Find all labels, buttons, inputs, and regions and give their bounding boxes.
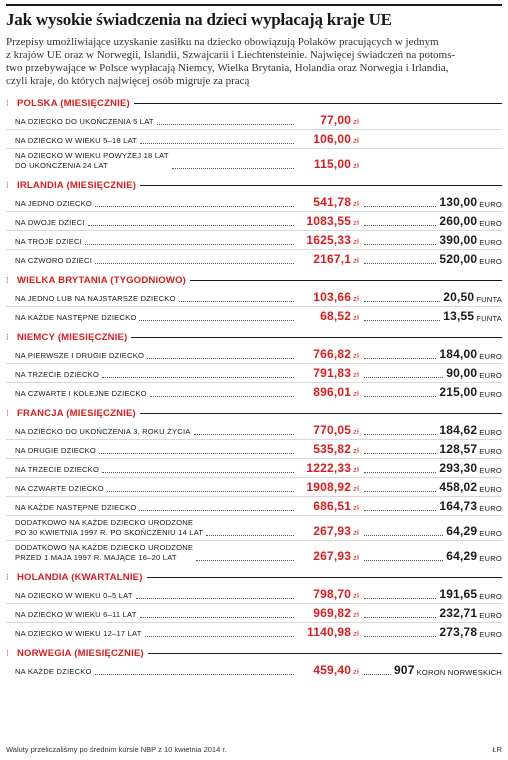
- pln-value: 106,00: [313, 132, 352, 146]
- row-label: [15, 389, 297, 399]
- row-label-text: NA CZWARTE I KOLEJNE DZIECKO: [15, 389, 147, 398]
- benefit-row: [6, 385, 502, 401]
- foreign-amount: [359, 549, 502, 563]
- dot-leader: [364, 674, 391, 675]
- dot-leader: [364, 535, 443, 536]
- dot-leader: [364, 263, 436, 264]
- benefit-row: [6, 625, 502, 641]
- pln-value: 1908,92: [306, 480, 352, 494]
- row-label-text: NA JEDNO LUB NA NAJSTARSZE DZIECKO: [15, 294, 176, 303]
- row-label-text: NA DZIECKO W WIEKU 6–11 LAT: [15, 610, 137, 619]
- dot-leader: [364, 396, 436, 397]
- foreign-amount: [359, 587, 502, 601]
- foreign-value: 273,78: [439, 625, 478, 639]
- dot-leader: [364, 358, 436, 359]
- row-label: [15, 199, 297, 209]
- dot-leader: [364, 377, 443, 378]
- intro-line: two przebywające w Polsce wypłacają Niemcy, Wielka Brytania, Holandia oraz Norwegia i Irlandia,: [6, 62, 449, 74]
- footer-note: Waluty przeliczaliśmy po średnim kursie NBP z 10 kwietnia 2014 r.: [6, 745, 227, 754]
- foreign-value: 293,30: [439, 461, 478, 475]
- bullet-icon: ⁝: [6, 647, 9, 658]
- foreign-amount: [359, 461, 502, 475]
- row-label: [15, 543, 297, 563]
- pln-value: 267,93: [313, 549, 352, 563]
- pln-currency: zł: [353, 591, 359, 600]
- section-title: POLSKA (MIESIĘCZNIE): [17, 97, 130, 109]
- dot-leader: [145, 636, 294, 637]
- pln-currency: zł: [353, 237, 359, 246]
- foreign-amount: [359, 499, 502, 513]
- row-label-line: PRZED 1 MAJA 1997 R. MAJĄCE 16–20 LAT: [15, 553, 177, 562]
- pln-value: 1083,55: [306, 214, 352, 228]
- benefit-row: [6, 461, 502, 478]
- dot-leader: [364, 225, 436, 226]
- foreign-value: 90,00: [446, 366, 478, 380]
- pln-value: 770,05: [313, 423, 352, 437]
- dot-leader: [150, 396, 294, 397]
- foreign-value: 184,00: [439, 347, 478, 361]
- benefit-row: [6, 663, 502, 679]
- row-label-text: [15, 151, 169, 171]
- foreign-value: 232,71: [439, 606, 478, 620]
- pln-currency: zł: [353, 199, 359, 208]
- dot-leader: [85, 244, 294, 245]
- intro-line: Przepisy umożliwiające uzyskanie zasiłku na dziecko obowiązują Polaków pracujących w jednym: [6, 36, 439, 48]
- foreign-value: 191,65: [439, 587, 478, 601]
- foreign-value: 184,62: [439, 423, 478, 437]
- dot-leader: [140, 617, 294, 618]
- row-label: [15, 427, 297, 437]
- section-title: HOLANDIA (KWARTALNIE): [17, 571, 143, 583]
- pln-amount: [297, 385, 359, 399]
- dot-leader: [364, 206, 436, 207]
- section-header: [6, 406, 502, 420]
- benefit-row: [6, 290, 502, 307]
- country-section: [6, 646, 502, 679]
- benefit-row: [6, 233, 502, 250]
- pln-value: 77,00: [320, 113, 352, 127]
- row-label-text: NA TRZECIE DZIECKO: [15, 465, 100, 474]
- pln-currency: zł: [353, 446, 359, 455]
- foreign-currency: EURO: [479, 219, 502, 228]
- foreign-amount: [359, 214, 502, 228]
- pln-currency: zł: [353, 256, 359, 265]
- foreign-amount: [359, 347, 502, 361]
- row-label-text: NA KAŻDE DZIECKO: [15, 667, 92, 676]
- pln-currency: zł: [353, 667, 359, 676]
- pln-value: 103,66: [313, 290, 352, 304]
- dot-leader: [364, 472, 436, 473]
- pln-value: 969,82: [313, 606, 352, 620]
- pln-currency: zł: [353, 484, 359, 493]
- row-label-text: NA DWOJE DZIECI: [15, 218, 85, 227]
- top-rule: [6, 4, 502, 6]
- benefit-row: [6, 423, 502, 440]
- pln-amount: [297, 290, 359, 304]
- foreign-currency: EURO: [479, 504, 502, 513]
- dot-leader: [140, 143, 294, 144]
- foreign-currency: EURO: [479, 371, 502, 380]
- page-title: Jak wysokie świadczenia na dzieci wypłacają kraje UE: [6, 10, 392, 29]
- row-label-text: NA DRUGIE DZIECKO: [15, 446, 97, 455]
- foreign-value: 13,55: [443, 309, 475, 323]
- row-label-text: [15, 518, 203, 538]
- section-rule: [140, 413, 502, 414]
- pln-currency: zł: [353, 351, 359, 360]
- pln-amount: [297, 461, 359, 475]
- dot-leader: [172, 168, 294, 169]
- intro-line: z krajów UE oraz w Norwegii, Islandii, Szwajcarii i Liechtensteinie. Najwięcej świadczeń na potoms-: [6, 49, 456, 61]
- foreign-amount: [359, 385, 502, 399]
- dot-leader: [157, 124, 294, 125]
- foreign-currency: EURO: [479, 390, 502, 399]
- row-label-text: NA TROJE DZIECI: [15, 237, 82, 246]
- pln-currency: zł: [353, 427, 359, 436]
- benefit-sections: [6, 96, 502, 679]
- pln-amount: [297, 499, 359, 513]
- foreign-amount: [359, 442, 502, 456]
- foreign-value: 128,57: [439, 442, 478, 456]
- benefit-row: [6, 499, 502, 516]
- pln-amount: [297, 233, 359, 247]
- row-label: [15, 370, 297, 380]
- foreign-amount: [359, 625, 502, 639]
- row-label-text: NA DZIECKO W WIEKU 5–18 LAT: [15, 136, 138, 145]
- row-label: [15, 610, 297, 620]
- dot-leader: [179, 301, 294, 302]
- section-header: [6, 96, 502, 110]
- pln-value: 535,82: [313, 442, 352, 456]
- row-label: [15, 351, 297, 361]
- pln-currency: zł: [353, 218, 359, 227]
- benefit-row: [6, 132, 502, 149]
- pln-value: 1222,33: [306, 461, 352, 475]
- foreign-amount: [359, 195, 502, 209]
- dot-leader: [364, 491, 436, 492]
- row-label-line: DODATKOWO NA KAŻDE DZIECKO URODZONE: [15, 543, 194, 552]
- dot-leader: [88, 225, 294, 226]
- pln-value: 1625,33: [306, 233, 352, 247]
- country-section: [6, 406, 502, 565]
- bullet-icon: ⁝: [6, 274, 9, 285]
- pln-amount: [297, 366, 359, 380]
- pln-amount: [297, 480, 359, 494]
- foreign-amount: [359, 423, 502, 437]
- pln-currency: zł: [353, 629, 359, 638]
- country-section: [6, 178, 502, 268]
- dot-leader: [95, 206, 294, 207]
- dot-leader: [147, 358, 294, 359]
- row-label-text: NA CZWORO DZIECI: [15, 256, 93, 265]
- pln-currency: zł: [353, 503, 359, 512]
- pln-currency: zł: [353, 528, 359, 537]
- dot-leader: [136, 598, 294, 599]
- pln-value: 68,52: [320, 309, 352, 323]
- pln-currency: zł: [353, 370, 359, 379]
- foreign-currency: EURO: [479, 554, 502, 563]
- section-header: [6, 570, 502, 584]
- benefit-row: [6, 309, 502, 325]
- row-label-text: [15, 543, 193, 563]
- dot-leader: [364, 434, 436, 435]
- row-label: [15, 503, 297, 513]
- foreign-amount: [359, 309, 502, 323]
- bullet-icon: ⁝: [6, 407, 9, 418]
- pln-amount: [297, 606, 359, 620]
- foreign-amount: [359, 252, 502, 266]
- benefit-row: [6, 151, 502, 173]
- benefit-row: [6, 252, 502, 268]
- dot-leader: [364, 320, 440, 321]
- pln-value: 766,82: [313, 347, 352, 361]
- pln-amount: [297, 347, 359, 361]
- row-label: [15, 151, 297, 171]
- foreign-value: 64,29: [446, 524, 478, 538]
- pln-currency: zł: [353, 389, 359, 398]
- foreign-currency: EURO: [479, 611, 502, 620]
- benefit-row: [6, 442, 502, 459]
- pln-amount: [297, 132, 359, 146]
- section-title: IRLANDIA (MIESIĘCZNIE): [17, 179, 137, 191]
- pln-amount: [297, 423, 359, 437]
- dot-leader: [139, 320, 294, 321]
- dot-leader: [102, 472, 294, 473]
- row-label: [15, 591, 297, 601]
- row-label-text: NA DZIECKO W WIEKU 0–5 LAT: [15, 591, 133, 600]
- pln-value: 115,00: [313, 157, 352, 171]
- section-header: [6, 646, 502, 660]
- pln-value: 798,70: [313, 587, 352, 601]
- row-label-line: NA DZIECKO W WIEKU POWYŻEJ 18 LAT: [15, 151, 169, 160]
- foreign-value: 458,02: [439, 480, 478, 494]
- foreign-amount: [359, 480, 502, 494]
- dot-leader: [364, 510, 436, 511]
- foreign-value: 907: [394, 663, 415, 677]
- bullet-icon: ⁝: [6, 571, 9, 582]
- foreign-currency: FUNTA: [476, 295, 502, 304]
- pln-value: 1140,98: [307, 625, 352, 639]
- row-label-text: NA TRZECIE DZIECKO: [15, 370, 100, 379]
- dot-leader: [364, 617, 436, 618]
- benefit-row: [6, 518, 502, 541]
- benefit-row: [6, 480, 502, 497]
- foreign-currency: FUNTA: [476, 314, 502, 323]
- dot-leader: [364, 560, 443, 561]
- benefit-row: [6, 543, 502, 565]
- pln-value: 791,83: [313, 366, 352, 380]
- pln-amount: [297, 214, 359, 228]
- section-header: [6, 330, 502, 344]
- section-title: WIELKA BRYTANIA (TYGODNIOWO): [17, 274, 187, 286]
- foreign-currency: EURO: [479, 352, 502, 361]
- section-rule: [131, 337, 502, 338]
- benefit-row: [6, 214, 502, 231]
- footer: [6, 745, 502, 754]
- foreign-amount: [359, 663, 502, 677]
- bullet-icon: ⁝: [6, 97, 9, 108]
- pln-value: 686,51: [313, 499, 352, 513]
- row-label: [15, 629, 297, 639]
- row-label: [15, 218, 297, 228]
- pln-currency: zł: [353, 161, 359, 170]
- row-label: [15, 667, 297, 677]
- row-label-text: NA JEDNO DZIECKO: [15, 199, 93, 208]
- foreign-currency: EURO: [479, 592, 502, 601]
- pln-currency: zł: [353, 136, 359, 145]
- benefit-row: [6, 606, 502, 623]
- foreign-amount: [359, 606, 502, 620]
- section-header: [6, 273, 502, 287]
- row-label-text: NA DZIECKO DO UKOŃCZENIA 3. ROKU ŻYCIA: [15, 427, 191, 436]
- country-section: [6, 273, 502, 325]
- pln-currency: zł: [353, 553, 359, 562]
- dot-leader: [364, 301, 440, 302]
- foreign-amount: [359, 233, 502, 247]
- pln-currency: zł: [353, 465, 359, 474]
- row-label: [15, 294, 297, 304]
- foreign-currency: EURO: [479, 200, 502, 209]
- benefit-row: [6, 113, 502, 130]
- foreign-currency: EURO: [479, 485, 502, 494]
- foreign-currency: EURO: [479, 630, 502, 639]
- dot-leader: [99, 453, 294, 454]
- dot-leader: [139, 510, 294, 511]
- foreign-value: 520,00: [439, 252, 478, 266]
- pln-currency: zł: [353, 610, 359, 619]
- section-title: NORWEGIA (MIESIĘCZNIE): [17, 647, 144, 659]
- benefit-row: [6, 587, 502, 604]
- dot-leader: [107, 491, 294, 492]
- pln-amount: [297, 113, 359, 127]
- dot-leader: [364, 598, 436, 599]
- foreign-currency: EURO: [479, 529, 502, 538]
- foreign-amount: [359, 366, 502, 380]
- dot-leader: [102, 377, 294, 378]
- pln-value: 896,01: [313, 385, 352, 399]
- pln-currency: zł: [353, 294, 359, 303]
- pln-amount: [297, 524, 359, 538]
- pln-amount: [297, 442, 359, 456]
- bullet-icon: ⁝: [6, 179, 9, 190]
- pln-currency: zł: [353, 117, 359, 126]
- row-label-text: NA PIERWSZE I DRUGIE DZIECKO: [15, 351, 145, 360]
- section-rule: [148, 653, 502, 654]
- country-section: [6, 96, 502, 173]
- foreign-value: 130,00: [439, 195, 478, 209]
- country-section: [6, 570, 502, 641]
- row-label-text: NA KAŻDE NASTĘPNE DZIECKO: [15, 313, 137, 322]
- row-label: [15, 237, 297, 247]
- foreign-value: 64,29: [446, 549, 478, 563]
- row-label: [15, 484, 297, 494]
- foreign-amount: [359, 290, 502, 304]
- section-rule: [140, 185, 502, 186]
- section-rule: [190, 280, 502, 281]
- pln-amount: [297, 663, 359, 677]
- benefit-row: [6, 366, 502, 383]
- row-label: [15, 117, 297, 127]
- dot-leader: [364, 244, 436, 245]
- foreign-value: 215,00: [439, 385, 478, 399]
- foreign-value: 260,00: [439, 214, 478, 228]
- section-header: [6, 178, 502, 192]
- foreign-currency: EURO: [479, 428, 502, 437]
- foreign-amount: [359, 524, 502, 538]
- pln-amount: [297, 157, 359, 171]
- row-label: [15, 136, 297, 146]
- foreign-value: 164,73: [439, 499, 478, 513]
- benefit-row: [6, 195, 502, 212]
- pln-amount: [297, 625, 359, 639]
- section-rule: [147, 577, 502, 578]
- dot-leader: [364, 636, 436, 637]
- row-label-text: NA CZWARTE DZIECKO: [15, 484, 104, 493]
- benefit-row: [6, 347, 502, 364]
- intro-line: czyli kraje, do których najwięcej osób migruje za pracą: [6, 75, 250, 87]
- dot-leader: [95, 263, 294, 264]
- row-label: [15, 446, 297, 456]
- pln-value: 267,93: [313, 524, 352, 538]
- foreign-currency: EURO: [479, 238, 502, 247]
- pln-value: 459,40: [313, 663, 352, 677]
- row-label: [15, 465, 297, 475]
- dot-leader: [194, 434, 294, 435]
- intro-text: [6, 36, 502, 88]
- foreign-value: 390,00: [439, 233, 478, 247]
- pln-value: 541,78: [313, 195, 352, 209]
- foreign-value: 20,50: [443, 290, 475, 304]
- section-title: NIEMCY (MIESIĘCZNIE): [17, 331, 128, 343]
- dot-leader: [95, 674, 294, 675]
- dot-leader: [196, 560, 294, 561]
- row-label: [15, 518, 297, 538]
- dot-leader: [364, 453, 436, 454]
- pln-amount: [297, 309, 359, 323]
- foreign-currency: EURO: [479, 447, 502, 456]
- pln-currency: zł: [353, 313, 359, 322]
- bullet-icon: ⁝: [6, 331, 9, 342]
- row-label: [15, 256, 297, 266]
- row-label-line: DODATKOWO NA KAŻDE DZIECKO URODZONE: [15, 518, 194, 527]
- footer-credit: ŁR: [492, 745, 502, 754]
- row-label-line: DO UKOŃCZENIA 24 LAT: [15, 161, 108, 170]
- row-label-text: NA DZIECKO W WIEKU 12–17 LAT: [15, 629, 142, 638]
- row-label: [15, 313, 297, 323]
- section-title: FRANCJA (MIESIĘCZNIE): [17, 407, 136, 419]
- section-rule: [134, 103, 502, 104]
- pln-amount: [297, 252, 359, 266]
- row-label-line: PO 30 KWIETNIA 1997 R. PO SKOŃCZENIU 14 LAT: [15, 528, 204, 537]
- pln-value: 2167,1: [313, 252, 352, 266]
- dot-leader: [206, 535, 294, 536]
- foreign-currency: KORON NORWESKICH: [416, 668, 502, 677]
- pln-amount: [297, 587, 359, 601]
- row-label-text: NA KAŻDE NASTĘPNE DZIECKO: [15, 503, 137, 512]
- country-section: [6, 330, 502, 401]
- row-label-text: NA DZIECKO DO UKOŃCZENIA 5 LAT: [15, 117, 154, 126]
- foreign-currency: EURO: [479, 466, 502, 475]
- foreign-currency: EURO: [479, 257, 502, 266]
- pln-amount: [297, 195, 359, 209]
- pln-amount: [297, 549, 359, 563]
